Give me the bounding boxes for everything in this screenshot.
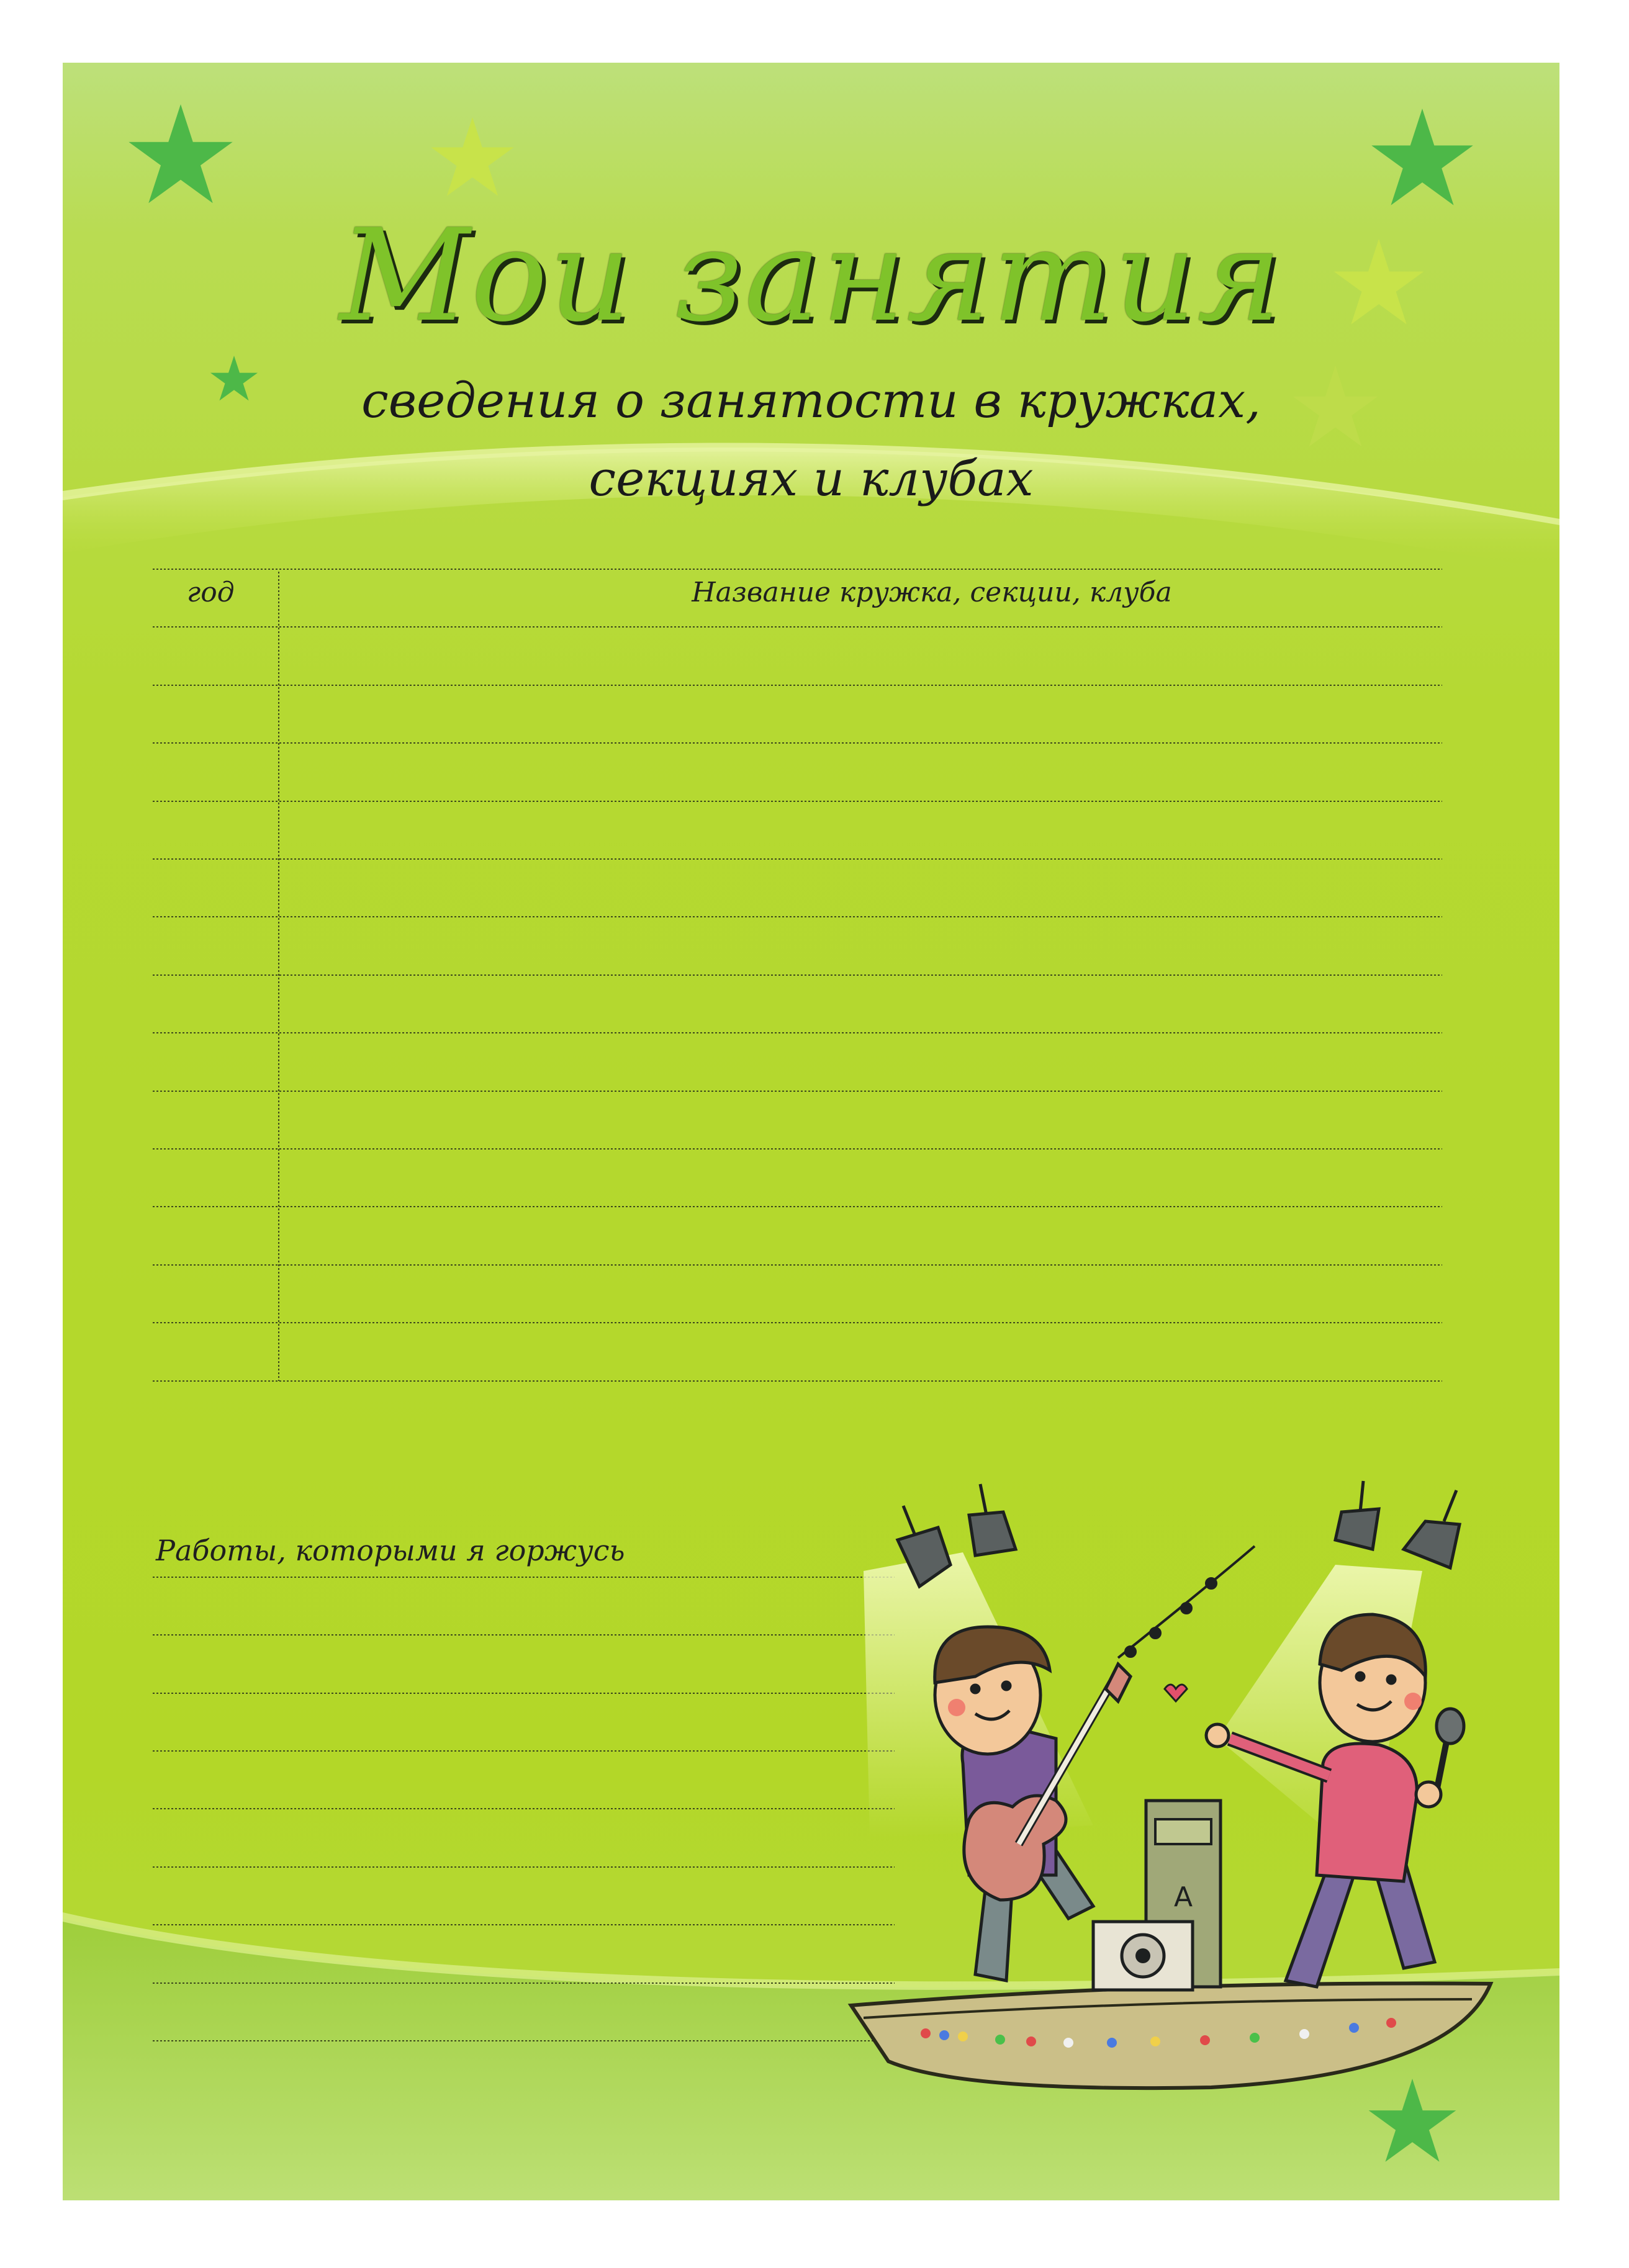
music-notes-icon — [1118, 1546, 1255, 1701]
spotlight-icon — [1335, 1481, 1379, 1549]
column-header-year: год — [187, 577, 235, 608]
spotlight-icon — [1404, 1490, 1460, 1568]
amplifier-letter: A — [1174, 1881, 1193, 1913]
page-subtitle-line1: сведения о занятости в кружках, — [361, 373, 1261, 429]
page — [63, 63, 1559, 2200]
stage-performers-illustration — [63, 63, 1559, 2200]
works-label: Работы, которыми я горжусь — [156, 1534, 625, 1567]
column-header-name: Название кружка, секции, клуба — [692, 577, 1172, 608]
page-title: Мои занятия — [339, 202, 1283, 350]
page-subtitle-line2: секциях и клубах — [589, 451, 1034, 507]
singer — [1206, 1614, 1464, 1987]
spotlight-icon — [969, 1484, 1016, 1555]
